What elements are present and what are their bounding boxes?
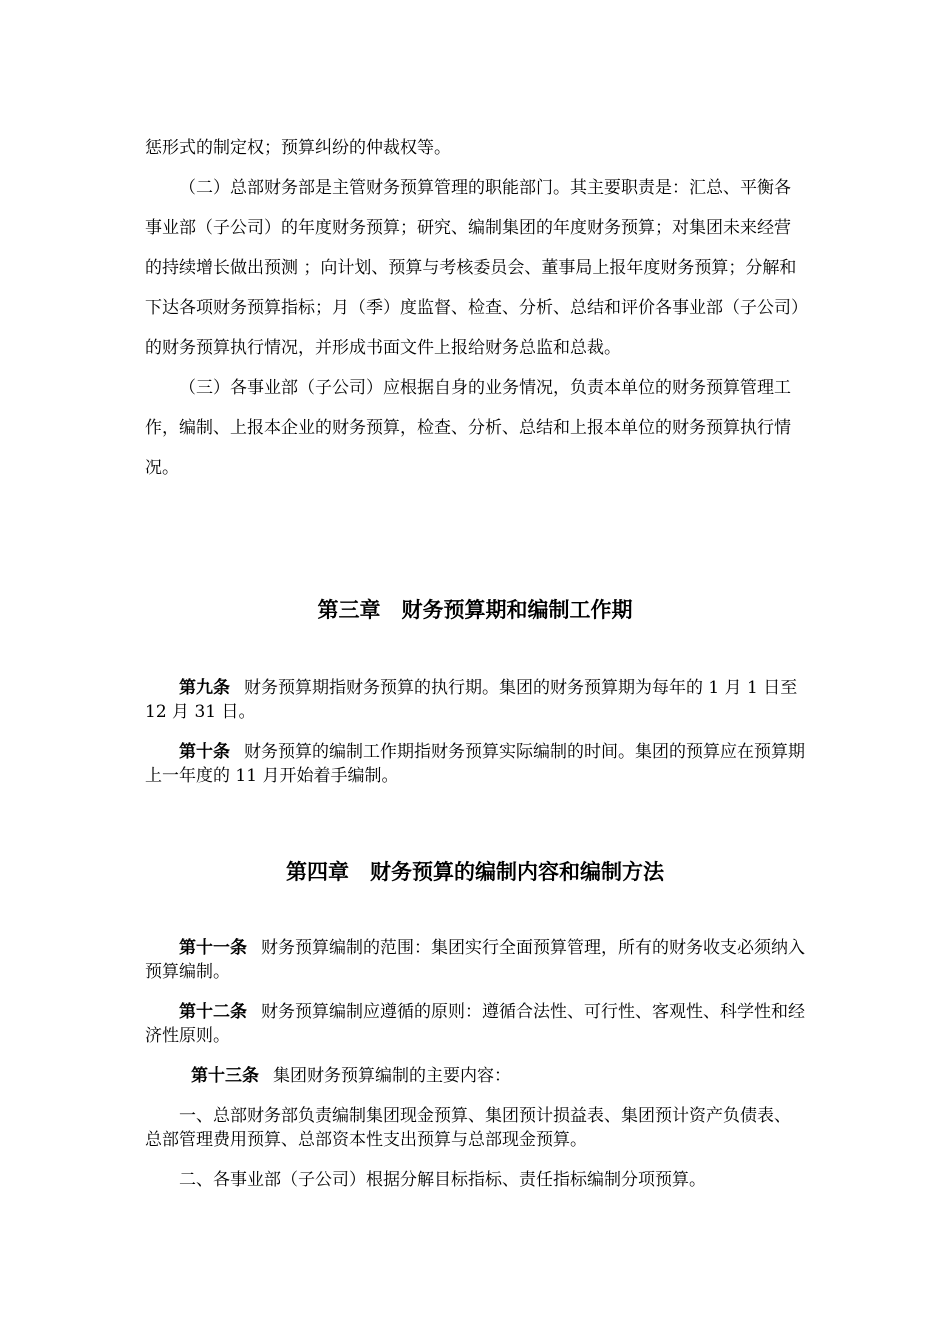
- paragraph-item-2: （二）总部财务部是主管财务预算管理的职能部门。其主要职责是：汇总、平衡各事业部（子公司）的年度财务预算；研究、编制集团的年度财务预算；对集团未来经营的持续增长做出预测 ；向计划、预算与考核委员会、董事局上报年度财务预算；分解和下达各项财务预算指标；月（季）度监督、检查、分析、总结和评价各事业部（子公司）的财务预算执行情况，并形成书面文件上报给财务总监和总裁。: [145, 178, 800, 358]
- paragraph-continued: 惩形式的制定权；预算纠纷的仲裁权等。: [145, 138, 451, 158]
- article-10: [145, 740, 807, 788]
- article-label: 第九条: [179, 678, 230, 698]
- article-12: [145, 1000, 807, 1048]
- chapter-4-body: [145, 936, 807, 1192]
- chapter-4-title: 第四章 财务预算的编制内容和编制方法: [286, 860, 664, 884]
- chapter-3-title: 第三章 财务预算期和编制工作期: [317, 598, 633, 622]
- chapter-3-body: [145, 676, 807, 788]
- article-11: [145, 936, 807, 984]
- article-label: 第十一条: [179, 938, 247, 958]
- article-text: 财务预算编制的范围：集团实行全面预算管理，所有的财务收支必须纳入预算编制。: [145, 938, 805, 982]
- article-text: 集团财务预算编制的主要内容：: [273, 1066, 511, 1086]
- section-top: [145, 128, 807, 488]
- article-label: 第十二条: [179, 1002, 247, 1022]
- article-text: 财务预算的编制工作期指财务预算实际编制的时间。集团的预算应在预算期上一年度的 11 月开始着手编制。: [145, 742, 805, 786]
- article-text: 财务预算编制应遵循的原则：遵循合法性、可行性、客观性、科学性和经济性原则。: [145, 1002, 805, 1046]
- article-label: 第十三条: [191, 1066, 259, 1086]
- list-item-1: 一、总部财务部负责编制集团现金预算、集团预计损益表、集团预计资产负债表、总部管理费用预算、总部资本性支出预算与总部现金预算。: [145, 1106, 791, 1150]
- paragraph-item-3: （三）各事业部（子公司）应根据自身的业务情况，负责本单位的财务预算管理工作，编制、上报本企业的财务预算，检查、分析、总结和上报本单位的财务预算执行情况。: [145, 378, 791, 478]
- article-label: 第十条: [179, 742, 230, 762]
- article-13: [145, 1064, 807, 1088]
- article-9: [145, 676, 807, 724]
- list-item-2: 二、各事业部（子公司）根据分解目标指标、责任指标编制分项预算。: [179, 1170, 706, 1190]
- article-text: 财务预算期指财务预算的执行期。集团的财务预算期为每年的 1 月 1 日至 12 月 31 日。: [145, 678, 798, 722]
